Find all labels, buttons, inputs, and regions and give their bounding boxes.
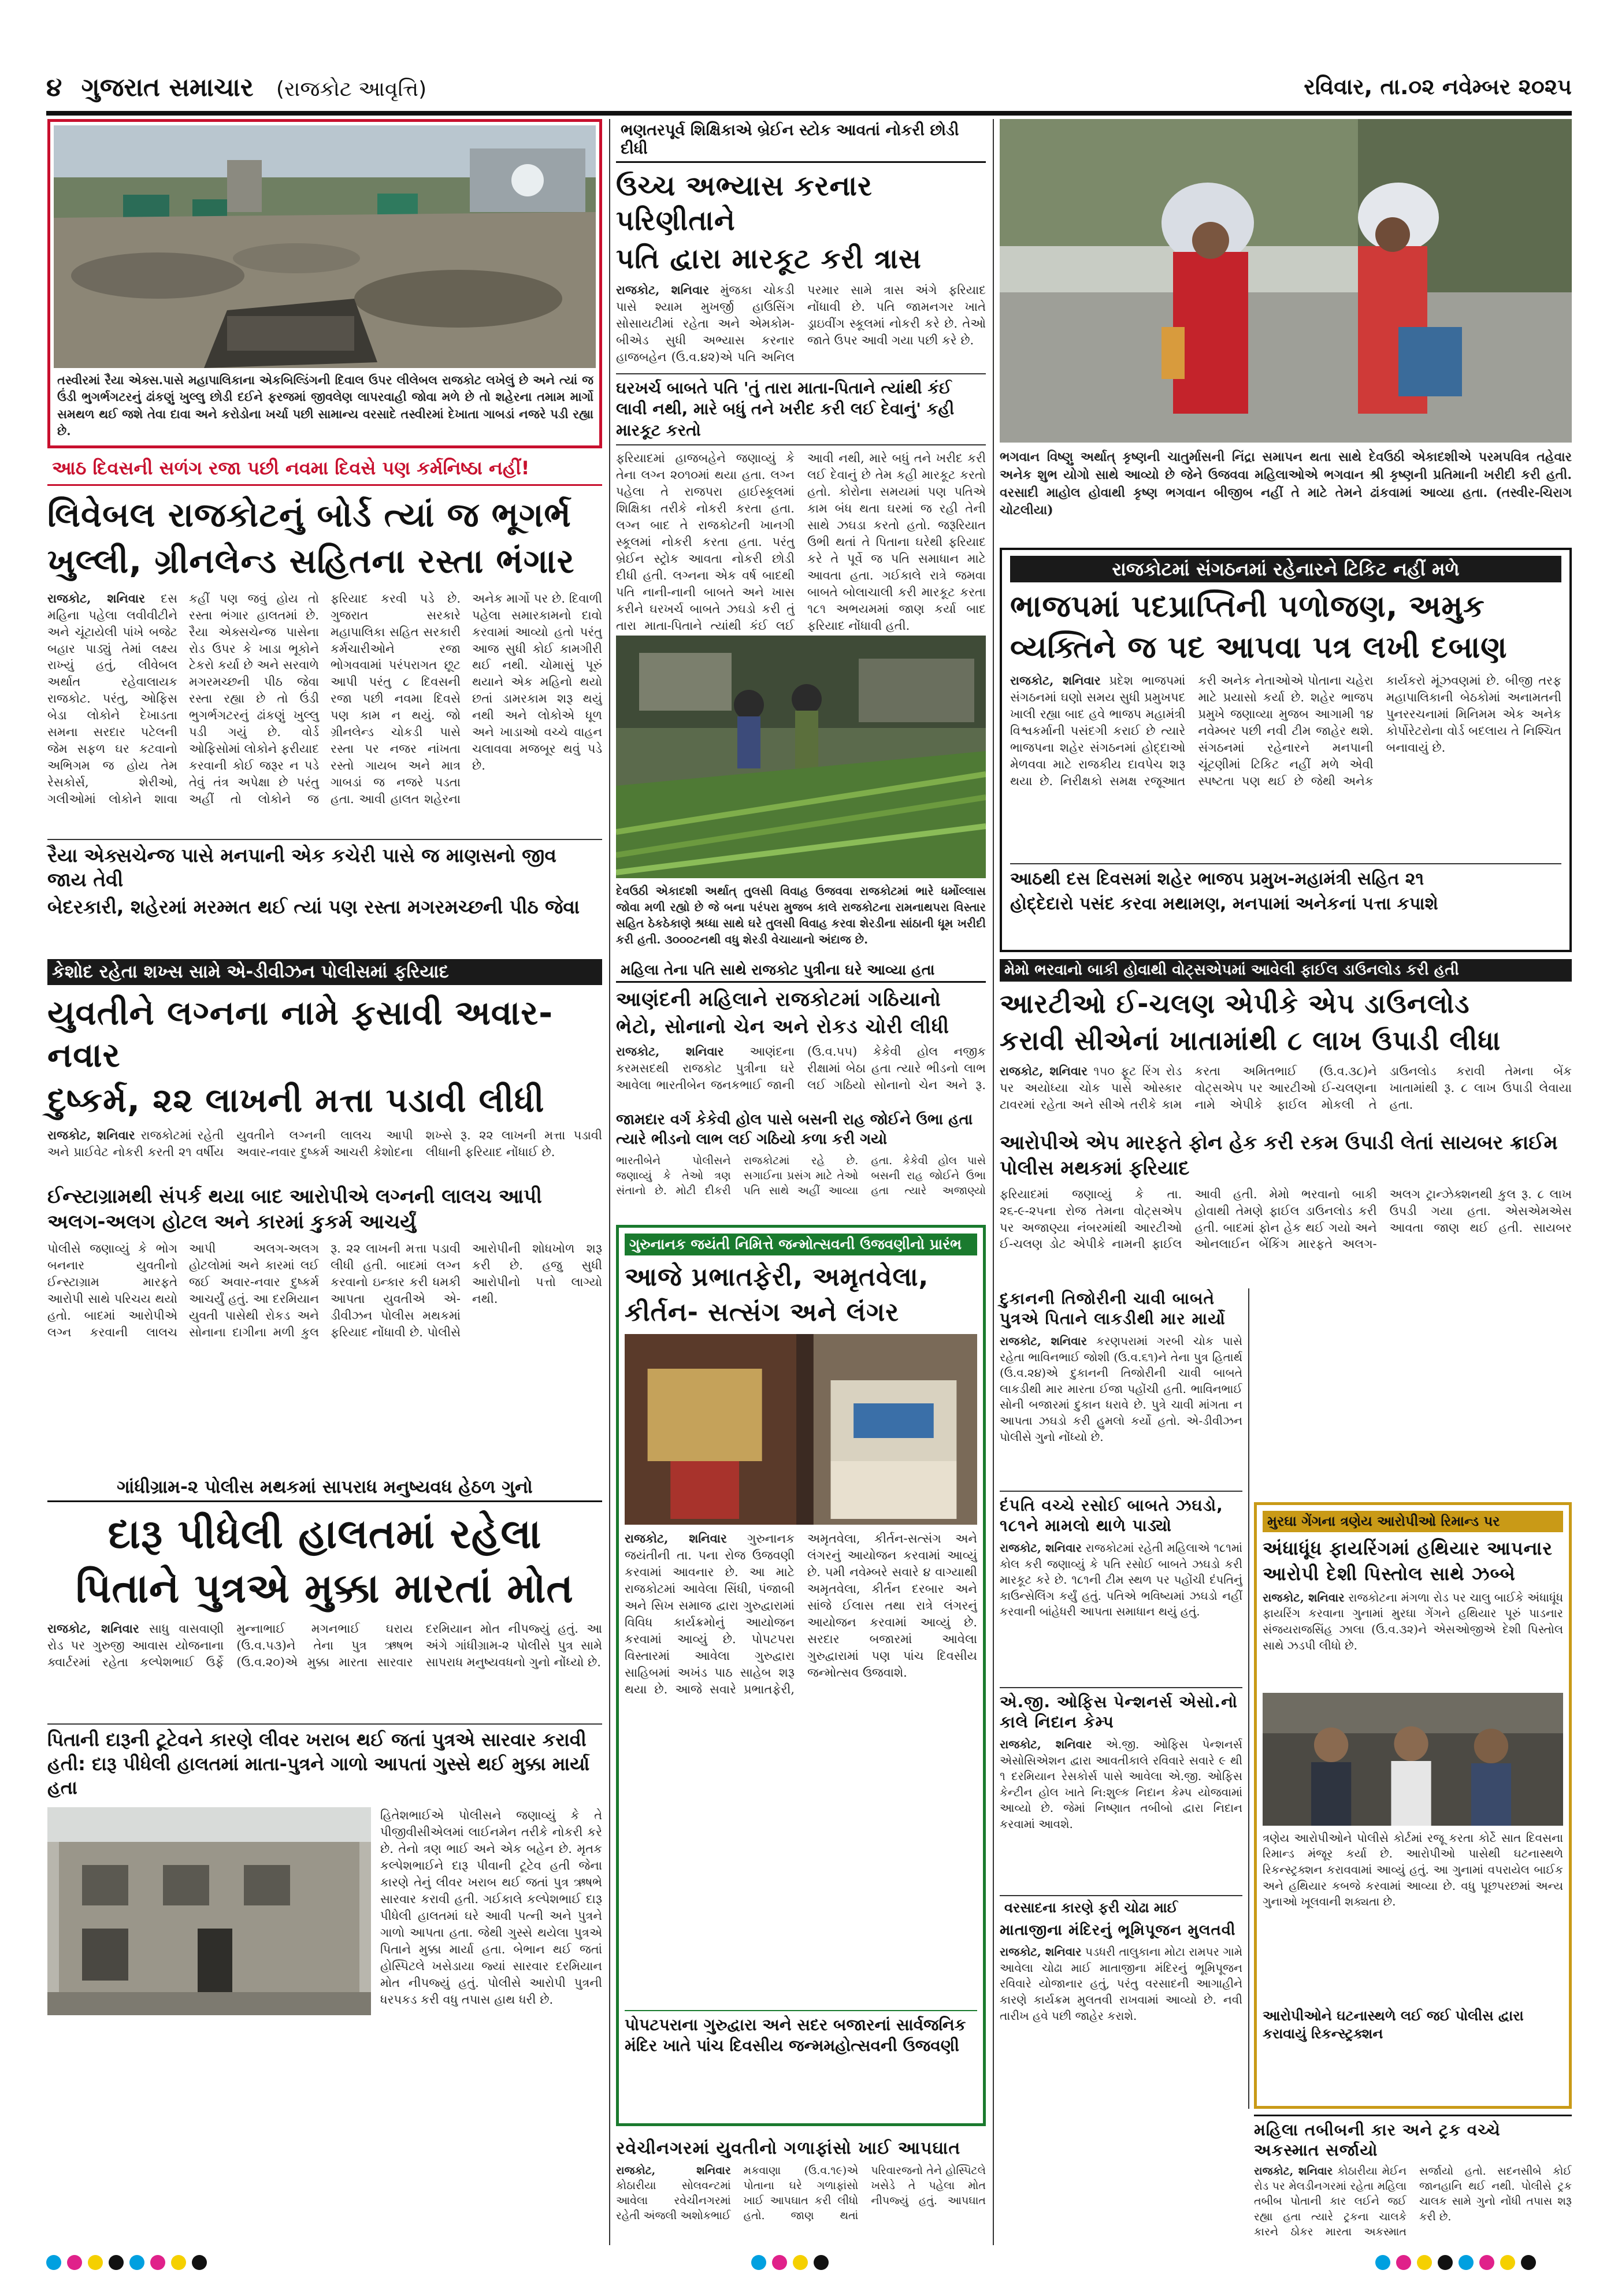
couple-dateline: રાજકોટ, શનિવાર	[1000, 1541, 1082, 1555]
accused-with-police-photo	[1263, 1693, 1563, 1826]
accident-body	[1254, 2164, 1572, 2250]
couple-body-text: રાજકોટમાં રહેતી મહિલાએ ૧૮૧માં કોલ કરી જણાવ્યું કે પતિ રસોઈ બાબતે ઝઘડો કરી મારકૂટ કરે છે. ૧૮૧ની ટીમ સ્થળ પર પહોંચી દંપતિનું કાઉન્સેલિંગ કર્યું હતું. પતિએ ભવિષ્યમાં ઝઘડો નહીં કરવાની બાંહેધરી આપતા સમાધાન થયું હતું.	[1000, 1541, 1242, 1619]
register-dot	[192, 2255, 207, 2270]
shopkey-dateline: રાજકોટ, શનિવાર	[1000, 1334, 1088, 1348]
fraud-subhead: ઈન્સ્ટાગ્રામથી સંપર્ક થયા બાદ આરોપીએ લગ્નની લાલચ આપી અલગ-અલગ હોટલ અને કારમાં કુકર્મ આચર્યું	[47, 1184, 542, 1234]
rto-headline-1: આરટીઓ ઈ-ચલણ એપીકે એપ ડાઉનલોડ	[1000, 988, 1470, 1020]
shopkey-headline: દુકાનની તિજોરીની ચાવી બાબતે પુત્રએ પિતાને લાકડીથી માર માર્યો	[1000, 1289, 1226, 1328]
issue-date: રવિવાર, તા.૦૨ નવેમ્બર ૨૦૨૫	[1304, 74, 1572, 99]
ag-body	[1000, 1737, 1242, 1870]
theft-body-1-text: આણંદના કરમસદથી રાજકોટ પુત્રીના ઘરે આવેલા ભારતીબેન જનકભાઈ જાની (ઉ.વ.૫૫) કેકેવી હોલ નજીક રીક્ષામાં બેઠા હતા ત્યારે ભીડનો લાભ લઈ ગઠિયો સોનાનો ચેન અને રૂ.	[616, 1045, 986, 1092]
story-temple-postponed	[1000, 1895, 1242, 2138]
death-body-1	[47, 1621, 602, 1719]
roads-deck-1: રૈયા એક્સચેન્જ પાસે મનપાની એક કચેરી પાસે જ માણસનો જીવ જાય તેવી	[47, 839, 602, 893]
register-dot	[88, 2255, 103, 2270]
death-kicker: ગાંધીગ્રામ-૨ પોલીસ મથકમાં સાપરાધ મનુષ્યવધ હેઠળ ગુનો	[47, 1474, 602, 1502]
fraud-body-1	[47, 1127, 602, 1179]
road-photo-caption: તસ્વીરમાં રૈયા એક્સ.પાસે મહાપાલિકાના એકબિલ્ડિંગની દિવાલ ઉપર લીલેબલ રાજકોટ લખેલું છે અને ત્યાં જ ઉંડી ભુગર્ભગટરનું ઢાંકણું ખુલ્લુ છોડી દઈને ફરજમાં જીવલેણ લાપરવાહી જોવા મળે છે તો શહેરના તમામ માર્ગો સમથળ થઈ જશે તેવા દાવા અને કરોડોના ખર્ચા પછી સામાન્ય વરસાદે તસ્વીરમાં દેખાતા ગાબડાં નજરે પડી રહ્યા છે.	[57, 373, 593, 439]
roads-deck-2: બેદરકારી, શહેરમાં મરમ્મત થઈ ત્યાં પણ રસ્તા મગરમચ્છની પીઠ જેવા	[47, 896, 580, 919]
register-dot	[109, 2255, 124, 2270]
edition-label: (રાજકોટ આવૃત્તિ)	[276, 77, 427, 101]
column-rule-3	[1248, 1288, 1249, 2109]
bjp-deck-1: આઠથી દસ દિવસમાં શહેર ભાજપ પ્રમુખ-મહામંત્રી સહિત ૨૧	[1010, 863, 1561, 890]
teacher-body-2: ફરિયાદમાં હાજબહેને જણાવ્યું કે તેના લગ્ન ૨૦૧૦માં થયા હતા. લગ્ન પહેલા તે રાજપરા હાઈસ્કૂલમાં શિક્ષિકા તરીકે નોકરી કરતા હતા. લગ્ન બાદ તે રાજકોટની ખાનગી સ્કૂલમાં નોકરી કરતા હતા. પરંતુ બ્રેઈન સ્ટ્રોક આવતા નોકરી છોડી દીધી હતી. લગ્નના એક વર્ષ બાદથી પતિ નાની-નાની બાબતે અને ખાસ કરીને ઘરખર્ચ બાબતે ઝઘડો કરી તું તારા માતા-પિતાને ત્યાંથી કંઈ લઈ આવી નથી, મારે બધું તને ખરીદ કરી લઈ દેવાનું છે તેમ કહી મારકૂટ કરતો હતો. કોરોના સમયમાં પણ પતિએ કામ બંધ થતા ઘરમાં જ રહી તેની સાથે ઝઘડા કરતો હતો. જરૂરિયાત ઉભી થતાં તે પિતાના ઘરેથી ફરિયાદ કરે તે પૂર્વે જ પતિ સમાધાન માટે આવતા હતા. ગઈકાલે રાત્રે જમવા બાબતે બોલાચાલી કરી મારકૂટ કરતા ૧૮૧ અભયમમાં જાણ કર્યા બાદ ફરિયાદ નોંધાવી હતી.	[616, 451, 986, 633]
gang-headline-2: આરોપી દેશી પિસ્તોલ સાથે ઝબ્બે	[1263, 1562, 1516, 1585]
death-dateline: રાજકોટ, શનિવાર	[47, 1621, 139, 1636]
roads-kicker: આઠ દિવસની સળંગ રજા પછી નવમા દિવસે પણ કર્મનિષ્ઠા નહીં!	[47, 454, 602, 486]
temple-kicker: વરસાદના કારણે ફરી ચોઢા માઈ	[1000, 1895, 1242, 1919]
devotees-caption: ભગવાન વિષ્ણુ અર્થાત્ કૃષ્ણની ચાતુર્માસની નિંદ્રા સમાપન થતા સાથે દેવઉઠી એકાદશીએ પરમપવિત્ર તહેવાર અનેક શુભ યોગો સાથે આવ્યો છે જેને ઉજવવા મહિલાઓએ ભગવાન શ્રી કૃષ્ણની પ્રતિમાની ખરીદી કરી હતી. વરસાદી માહોલ હોવાથી કૃષ્ણ ભગવાન બીજીબ નહીં તે માટે તેમને ઢાંકવામાં આવ્યા હતા. (તસ્વીર-ચિરાગ ચોટલીયા)	[1000, 449, 1572, 518]
story-ag-pensioners	[1000, 1687, 1242, 1889]
story-couple-dispute	[1000, 1491, 1242, 1681]
theft-headline-2: ભેટો, સોનાનો ચેન અને રોકડ ચોરી લીધી	[616, 1015, 949, 1038]
gang-body-1-text: રાજકોટના મંગળા રોડ પર ચાલુ બાઈકે અંધાધૂંધ ફાયરિંગ કરવાના ગુનામાં મુરઘા ગેંગને હથિયાર પૂરું પાડનાર સંજયરાજસિંહ ઝાલા (ઉ.વ.૩૨)ને એસઓજીએ દેશી પિસ્તોલ સાથે ઝડપી લીધો છે.	[1263, 1590, 1563, 1652]
story-bjp	[1000, 548, 1572, 952]
register-dot	[751, 2255, 766, 2270]
death-headline-2: પિતાને પુત્રએ મુક્કા મારતાં મોત	[76, 1564, 574, 1612]
teacher-body-1	[616, 282, 986, 369]
gurunanak-headline-1: આજે પ્રભાતફેરી, અમૃતવેલા,	[625, 1262, 929, 1292]
gang-deck: આરોપીઓને ઘટનાસ્થળે લઈ જઈ પોલીસ દ્વારા કરાવાયું રિકન્સ્ટ્રક્શન	[1263, 2007, 1524, 2042]
story-murgha-gang	[1254, 1502, 1572, 2109]
register-dot	[1521, 2255, 1536, 2270]
roads-headline-1: લિવેબલ રાજકોટનું બોર્ડ ત્યાં જ ભૂગર્ભ	[47, 495, 572, 534]
ag-dateline: રાજકોટ, શનિવાર	[1000, 1737, 1092, 1751]
story-gurunanak	[616, 1225, 986, 2126]
theft-body-2: ભારતીબેને પોલીસને જણાવ્યું કે તેઓ ત્રણ સંતાનો છે. મોટી દીકરી રાજકોટમાં રહે છે. સગાઈના પ્રસંગ માટે તેઓ પતિ સાથે અહીં આવ્યા હતા. કેકેવી હોલ પાસે બસની રાહ જોઈને ઉભા હતા ત્યારે અજાણ્યો	[616, 1154, 986, 1198]
bjp-dateline: રાજકોટ, શનિવાર	[1010, 673, 1101, 688]
gang-body-1	[1263, 1590, 1563, 1688]
teacher-kicker: ભણતરપૂર્વ શિક્ષિકાએ બ્રેઈન સ્ટોક આવતાં નોકરી છોડી દીધી	[616, 119, 986, 163]
couple-body	[1000, 1540, 1242, 1656]
fraud-body-1-text: રાજકોટમાં રહેતી અને પ્રાઈવેટ નોકરી કરતી ૨૧ વર્ષીય યુવતીને લગ્નની લાલચ આપી અવાર-નવાર દુષ્કર્મ આચરી કેશોદના શખ્સે રૂ. ૨૨ લાખની મત્તા પડાવી લીધાની ફરિયાદ નોંધાઈ છે.	[47, 1128, 602, 1159]
register-dot	[129, 2255, 144, 2270]
register-dot	[814, 2255, 829, 2270]
register-dot	[150, 2255, 165, 2270]
story-teacher-harassment	[616, 119, 986, 639]
suicide-body	[616, 2163, 986, 2232]
story-roads	[47, 454, 602, 951]
story-chain-theft	[616, 959, 986, 1219]
roads-body	[47, 590, 602, 833]
register-dot	[46, 2255, 61, 2270]
bjp-body-text: પ્રદેશ ભાજપમાં સંગઠનમાં ઘણો સમય સુધી પ્રમુખપદ ખાલી રહ્યા બાદ હવે ભાજપ મહામંત્રી વિશ્વકર્માની પસંદગી કરાઈ છે ત્યારે ભાજપના શહેર સંગઠનમાં હોદ્દાઓ મેળવવા માટે રાજકીય દાવપેચ શરૂ થયા છે. નિરીક્ષકો સમક્ષ રજૂઆત કરી અનેક નેતાઓએ પોતાના ચહેરા માટે પ્રયાસો કર્યા છે. શહેર ભાજપ પ્રમુખે જણાવ્યા મુજબ આગામી ૧૪ નવેમ્બર પછી નવી ટીમ જાહેર થશે. સંગઠનમાં રહેનારને મનપાની ચૂંટણીમાં ટિકિટ નહીં મળે એવી સ્પષ્ટતા પણ થઈ છે જેથી અનેક કાર્યકરો મૂંઝવણમાં છે. બીજી તરફ મહાપાલિકાની બેઠકોમાં અનામતની પુનરરચનામાં મિનિમમ એક અનેક કોર્પોરેટરોના વોર્ડ બદલાય તે નિશ્ચિત બનાવાયું છે.	[1010, 674, 1561, 789]
theft-dateline: રાજકોટ, શનિવાર	[616, 1044, 724, 1058]
bjp-deck-2: હોદ્દેદારો પસંદ કરવા મથામણ, મનપામાં અનેકનાં પત્તા કપાશે	[1010, 894, 1438, 915]
paper-name: ગુજરાત સમાચાર	[81, 73, 254, 102]
shopkey-body	[1000, 1333, 1242, 1461]
register-dot	[1375, 2255, 1390, 2270]
gang-kicker: મુરઘા ગેંગના ત્રણેય આરોપીઓ રિમાન્ડ પર	[1263, 1511, 1563, 1532]
suicide-headline: રવેચીનગરમાં યુવતીનો ગળાફાંસો ખાઈ આપઘાત	[616, 2138, 961, 2158]
story-shop-key	[1000, 1288, 1242, 1485]
story-suicide	[616, 2138, 986, 2247]
register-dot	[1459, 2255, 1474, 2270]
rto-kicker: મેમો ભરવાનો બાકી હોવાથી વોટ્સએપમાં આવેલી ફાઈલ ડાઉનલોડ કરી હતી	[1000, 959, 1572, 982]
story-accident	[1254, 2115, 1572, 2247]
gurunanak-deck: પોપટપરાના ગુરુદ્વારા અને સદર બજારનાં સાર્વજનિક મંદિર ખાતે પાંચ દિવસીય જન્મમહોત્સવની ઉજવણી	[625, 2010, 977, 2057]
fraud-dateline: રાજકોટ, શનિવાર	[47, 1127, 135, 1142]
shopkey-body-text: કરણપરામાં ગરબી ચોક પાસે રહેતા ભાવિનભાઈ જોશી (ઉ.વ.૬૧)ને તેના પુત્ર હિતાર્થ (ઉ.વ.૨૪)એ દુકાનની તિજોરીની ચાવી બાબતે લાકડીથી માર મારતા ઈજા પહોંચી હતી. ભાવિનભાઈ સોની બજારમાં દુકાન ધરાવે છે. પુત્રે ચાવી માંગતા ન આપતા ઝઘડો કરી હુમલો કર્યો હતો. એ-ડીવીઝન પોલીસે ગુનો નોંધ્યો છે.	[1000, 1334, 1242, 1444]
teacher-dateline: રાજકોટ, શનિવાર	[616, 282, 710, 297]
death-subhead: પિતાની દારૂની ટૂટેવને કારણે લીવર ખરાબ થઈ જતાં પુત્રએ સારવાર કરાવી હતી: દારૂ પીધેલી હાલતમાં માતા-પુત્રને ગાળો આપતાં ગુસ્સે થઈ મુક્કા માર્યા હતા	[47, 1723, 602, 1800]
death-body-2: હિતેશભાઈએ પોલીસને જણાવ્યું કે તે પીજીવીસીએલમાં લાઈનમેન તરીકે નોકરી કરે છે. તેનો ત્રણ ભાઈ અને એક બહેન છે. મૃતક કલ્પેશભાઈને દારૂ પીવાની ટૂટેવ હતી જેના કારણે તેનું લીવર ખરાબ થઈ જતાં પુત્ર ઋષભે સારવાર કરાવી હતી. ગઈકાલે કલ્પેશભાઈ દારૂ પીધેલી હાલતમાં ઘરે આવી પત્ની અને પુત્રને ગાળો આપતા હતા. જેથી ગુસ્સે થયેલા પુત્રએ પિતાને મુક્કા માર્યા હતા. બેભાન થઈ જતાં હોસ્પિટલે ખસેડાયા જ્યાં સારવાર દરમિયાન મોત નીપજ્યું હતું. પોલીસે આરોપી પુત્રની ધરપકડ કરી વધુ તપાસ હાથ ધરી છે.	[380, 1808, 602, 2007]
temple-body-text: પડધરી તાલુકાના મોટા રામપર ગામે આવેલા ચોઢા માઈ માતાજીના મંદિરનું ભૂમિપૂજન રવિવારે યોજાનાર હતું, પરંતુ વરસાદની આગાહીને કારણે કાર્યક્રમ મુલતવી રાખવામાં આવ્યો છે. નવી તારીખ હવે પછી જાહેર કરાશે.	[1000, 1945, 1242, 2023]
bjp-headline-2: વ્યક્તિને જ પદ આપવા પત્ર લખી દબાણ	[1010, 630, 1508, 666]
rto-body-2: ફરિયાદમાં જણાવ્યું કે તા. ૨૬-૯-૨૫ના રોજ તેમના વોટ્સએપ પર અજાણ્યા નંબરમાંથી આરટીઓ ઈ-ચલણ ડોટ એપીકે નામની ફાઈલ આવી હતી. મેમો ભરવાનો બાકી હોવાથી તેમણે ફાઈલ ડાઉનલોડ કરી હતી. બાદમાં ફોન હેક થઈ ગયો અને ઓનલાઈન બેંકિંગ મારફતે અલગ-અલગ ટ્રાન્ઝેક્શનથી કુલ રૂ. ૮ લાખ ઉપડી ગયા હતા. એસએમએસ આવતા જાણ થઈ હતી. સાયબર	[1000, 1187, 1572, 1251]
register-dot	[1396, 2255, 1411, 2270]
gang-body-2: ત્રણેય આરોપીઓને પોલીસે કોર્ટમાં રજૂ કરતા કોર્ટે સાત દિવસના રિમાન્ડ મંજૂર કર્યા છે. આરોપીઓ પાસેથી ઘટનાસ્થળે રિકન્સ્ટ્રક્શન કરાવવામાં આવ્યું હતું. આ ગુનામાં વપરાયેલ બાઈક અને હથિયાર કબજે કરવામાં આવ્યા છે. વધુ પૂછપરછમાં અન્ય ગુનાઓ ખૂલવાની શક્યતા છે.	[1263, 1830, 1563, 1909]
ag-headline: એ.જી. ઓફિસ પેન્શનર્સ એસો.નો કાલે નિદાન કેમ્પ	[1000, 1687, 1242, 1732]
masthead-rule	[46, 111, 1572, 116]
register-dot	[171, 2255, 186, 2270]
temple-dateline: રાજકોટ, શનિવાર	[1000, 1945, 1082, 1959]
bjp-headline-1: ભાજપમાં પદપ્રાપ્તિની પળોજણ, અમુક	[1010, 589, 1485, 625]
masthead-left	[46, 73, 426, 102]
death-body-1-text: સાધુ વાસવાણી રોડ પર ગુરુજી આવાસ યોજનાના ક્વાર્ટરમાં રહેતા કલ્પેશભાઈ ઉર્ફે મુન્નાભાઈ મગનભાઈ ઘરાય (ઉ.વ.૫૩)ને તેના પુત્ર ઋષભ (ઉ.વ.૨૦)એ મુક્કા મારતા સારવાર દરમિયાન મોત નીપજ્યું હતું. આ અંગે ગાંધીગ્રામ-૨ પોલીસે પુત્ર સામે સાપરાધ મનુષ્યવધનો ગુનો નોંધ્યો છે.	[47, 1622, 602, 1670]
teacher-headline-1: ઉચ્ચ અભ્યાસ કરનાર પરિણીતાને	[616, 169, 873, 237]
couple-headline: દંપતિ વચ્ચે રસોઈ બાબતે ઝઘડો, ૧૮૧ને મામલો થાળે પાડ્યો	[1000, 1491, 1242, 1536]
road-potholes-photo	[54, 125, 596, 368]
roads-body-text: દસ મહિના પહેલા લવીવીટીને અને ચૂંટાયેલી પાંખે બજેટ બહાર પાડ્યું તેમાં લક્ષ્ય રાખ્યું હતું, લીવેબલ અર્થાત રહેવાલાયક રાજકોટ. પરંતુ, ઓફિસ બેડા લોકોને દેખાડતા સમના સરદાર પટેલની જેમ સફળ ઘર કટવાનો અભિગમ જ હોય તેમ રેસકોર્સ, શેરીઓ, ગલીઓમાં લોકોને શાવા કહીં પણ જવું હોય તો રસ્તા ભંગાર હાલતમાં છે. રૈયા એક્સચેન્જ પાસેના રોડ ઉપર કે ખાડા ભૂકોને ટેકરો કર્યા છે અને સરવાળે મગરમચ્છની પીઠ જેવા રસ્તા રહ્યા છે તો ઉંડી ભુગર્ભગટરનું ઢાંકણું ખુલ્લુ પડી ગયું છે. વોર્ડ ઓફિસોમાં લોકોને ફરીયાદ કરવાની કોઈ જરૂર ન પડે તેવું તંત્ર અપેક્ષા છે પરંતુ અહીં તો લોકોને જ ફરિયાદ કરવી પડે છે. ગુજરાત સરકારે મહાપાલિકા સહિત સરકારી કર્મચારીઓને રજા ભોગવવામાં પરંપરાગત છૂટ આપી પરંતુ ૮ દિવસની રજા પછી નવમા દિવસે પણ કામ ન થયું. જો ગ્રીનલેન્ડ ચોકડી પાસે રસ્તા પર નજર નાંખતા રસ્તો ગાયબ અને માત્ર ગાબડાં જ નજરે પડતા હતા. આવી હાલત શહેરના અનેક માર્ગો પર છે. દિવાળી પહેલા સમારકામનો દાવો કરવામાં આવ્યો હતો પરંતુ આજ સુધી કોઈ કામગીરી થઈ નથી. ચોમાસું પૂરું થયાને એક મહિનો થયો છતાં ડામરકામ શરૂ થયું નથી અને લોકોએ ધૂળ અને ખાડાઓ વચ્ચે વાહન ચલાવવા મજબૂર થવું પડે છે.	[47, 591, 602, 807]
column-rule-2	[993, 119, 994, 2245]
story-sugarcane-photo	[616, 636, 986, 953]
rto-body-1	[1000, 1063, 1572, 1127]
gurunanak-body-text: ગુરુનાનક જયંતીની તા. પના રોજ ઉજવણી કરવામાં આવનાર છે. આ માટે રાજકોટમાં આવેલા સિંધી, પંજાબી અને સિખ સમાજ દ્વારા ગુરુદ્વારામાં વિવિધ કાર્યક્રમોનું આયોજન કરવામાં આવ્યું છે. પોપટપરા વિસ્તારમાં આવેલા ગુરુદ્વારા સાહિબમાં અખંડ પાઠ સાહેબ શરૂ થયા છે. આજે સવારે પ્રભાતફેરી, અમૃતવેલા, કીર્તન-સત્સંગ અને લંગરનું આયોજન કરવામાં આવ્યું છે. ૫મી નવેમ્બરે સવારે ૪ વાગ્યાથી અમૃતવેલા, કીર્તન દરબાર અને સાંજે ઈલાસ તથા રાત્રે લંગરનું આયોજન કરવામાં આવ્યું છે. સરદાર બજારમાં આવેલા ગુરુદ્વારામાં પણ પાંચ દિવસીય જન્મોત્સવ ઉજવાશે.	[625, 1532, 977, 1696]
story-father-death	[47, 1474, 602, 2243]
story-roads-photo-box	[47, 119, 602, 448]
fraud-kicker: કેશોદ રહેતા શખ્સ સામે એ-ડીવીઝન પોલીસમાં ફરિયાદ	[47, 959, 602, 985]
register-marks-right	[1375, 2253, 1536, 2272]
rto-dateline: રાજકોટ, શનિવાર	[1000, 1064, 1088, 1079]
gang-headline-1: અંધાધૂંધ ફાયરિંગમાં હથિયાર આપનાર	[1263, 1537, 1553, 1559]
theft-body-1	[616, 1043, 986, 1107]
theft-subhead: જામદાર વર્ગ કેકેવી હોલ પાસે બસની રાહ જોઈને ઉભા હતા ત્યારે ભીડનો લાભ લઈ ગઠિયો કળા કરી ગયો	[616, 1111, 973, 1148]
accident-body-text: કોઠારીયા મેઈન રોડ પર મેલડીનગરમાં રહેતા મહિલા તબીબ પોતાની કાર લઈને જઈ રહ્યા હતા ત્યારે ટ્રકના ચાલકે કારને ઠોકર મારતા અકસ્માત સર્જાયો હતો. સદનસીબે કોઈ જાનહાનિ થઈ નથી. પોલીસે ટ્રક ચાલક સામે ગુનો નોંધી તપાસ શરૂ કરી છે.	[1254, 2165, 1572, 2238]
register-dot	[1438, 2255, 1453, 2270]
register-dot	[1479, 2255, 1494, 2270]
gurunanak-headline-2: કીર્તન- સત્સંગ અને લંગર	[625, 1298, 899, 1327]
bjp-body	[1010, 673, 1561, 857]
story-rto-echallan	[1000, 959, 1572, 1283]
death-headline-1: દારૂ પીધેલી હાલતમાં રહેલા	[107, 1510, 542, 1558]
gurudwara-interior-photo	[625, 1334, 977, 1525]
rto-body-1-text: ૧૫૦ ફૂટ રિંગ રોડ પર અયોધ્યા ચોક પાસે ઓસ્કાર ટાવરમાં રહેતા અને સીએ તરીકે કામ કરતા અમિતભાઈ (ઉ.વ.૩૮)ને વોટ્સએપ પર આરટીઓ ઈ-ચલણના નામે એપીકે ફાઈલ મોકલી તે ડાઉનલોડ કરાવી તેમના બેંક ખાતામાંથી રૂ. ૮ લાખ ઉપાડી લેવાયા હતા.	[1000, 1064, 1572, 1112]
story-devotees-photo	[1000, 119, 1572, 541]
sugarcane-caption: દેવઉઠી એકાદશી અર્થાત્ તુલસી વિવાહ ઉજવવા રાજકોટમાં ભારે ધર્મોલ્લાસ જોવા મળી રહ્યો છે જે બના પરંપરા મુજબ કાલે રાજકોટના રામનાથપરા વિસ્તાર સહિત ઠેકઠેકાણે શ્રધ્ધા સાથે ઘરે તુલસી વિવાહ કરવા શેરડીના સાંઠાની ધૂમ ખરીદી કરી હતી. ૩૦૦૦ટનથી વધુ શેરડી વેચાયાનો અંદાજ છે.	[616, 884, 986, 946]
rto-subhead: આરોપીએ એપ મારફતે ફોન હેક કરી રકમ ઉપાડી લેતાં સાયબર ક્રાઈમ પોલીસ મથકમાં ફરિયાદ	[1000, 1131, 1558, 1180]
register-dot	[1417, 2255, 1432, 2270]
temple-headline: માતાજીના મંદિરનું ભૂમિપૂજન મુલતવી	[1000, 1921, 1236, 1939]
theft-kicker: મહિલા તેના પતિ સાથે રાજકોટ પુત્રીના ઘરે આવ્યા હતા	[616, 959, 986, 983]
accident-dateline: રાજકોટ, શનિવાર	[1254, 2165, 1333, 2178]
roads-dateline: રાજકોટ, શનિવાર	[47, 590, 146, 605]
fraud-body-2: પોલીસે જણાવ્યું કે ભોગ બનનાર યુવતીનો ઈન્સ્ટાગ્રામ મારફતે આરોપી સાથે પરિચય થયો હતો. બાદમાં આરોપીએ લગ્ન કરવાની લાલચ આપી અલગ-અલગ હોટલોમાં અને કારમાં લઈ જઈ અવાર-નવાર દુષ્કર્મ આચર્યું હતું. આ દરમિયાન યુવતી પાસેથી રોકડ અને સોનાના દાગીના મળી કુલ રૂ. ૨૨ લાખની મત્તા પડાવી લીધી હતી. બાદમાં લગ્ન કરવાનો ઇન્કાર કરી ધમકી આપતા યુવતીએ એ-ડીવીઝન પોલીસ મથકમાં ફરિયાદ નોંધાવી છે. પોલીસે આરોપીની શોધખોળ શરૂ કરી છે. હજુ સુધી આરોપીનો પત્તો લાગ્યો નથી.	[47, 1242, 602, 1339]
accident-headline: મહિલા તબીબની કાર અને ટ્રક વચ્ચે અકસ્માત સર્જાયો	[1254, 2115, 1572, 2160]
teacher-headline-2: પતિ દ્વારા મારકૂટ કરી ત્રાસ	[616, 242, 922, 275]
temple-body	[1000, 1944, 1242, 2117]
ag-body-text: એ.જી. ઓફિસ પેન્શનર્સ એસોસિએશન દ્વારા આવતીકાલે રવિવારે સવારે ૯ થી ૧ દરમિયાન રેસકોર્સ પાસે આવેલા એ.જી. ઓફિસ કેન્ટીન હોલ ખાતે નિ:શુલ્ક નિદાન કેમ્પ યોજવામાં આવ્યો છે. જેમાં નિષ્ણાત તબીબો દ્વારા નિદાન કરવામાં આવશે.	[1000, 1737, 1242, 1831]
rto-headline-2: કરાવી સીએનાં ખાતામાંથી ૮ લાખ ઉપાડી લીધા	[1000, 1024, 1501, 1056]
story-marriage-fraud	[47, 959, 602, 1479]
fraud-headline-1: યુવતીને લગ્નના નામે ફસાવી અવાર-નવાર	[47, 993, 554, 1075]
suicide-body-text: કોઠારીયા સોલવન્ટમાં આવેલા રવેચીનગરમાં રહેતી અંજલી અશોકભાઈ મકવાણા (ઉ.વ.૧૯)એ પોતાના ઘરે ગળાફાંસો ખાઈ આપઘાત કરી લીધો હતો. જાણ થતાં પરિવારજનો તેને હોસ્પિટલે ખસેડે તે પહેલા મોત નીપજ્યું હતું. આપઘાત	[616, 2164, 986, 2223]
gurunanak-dateline: રાજકોટ, શનિવાર	[625, 1531, 727, 1545]
masthead	[46, 69, 1572, 111]
sugarcane-market-photo	[616, 636, 986, 878]
roads-headline-2: ખુલ્લી, ગ્રીનલેન્ડ સહિતના રસ્તા ભંગાર	[47, 541, 575, 581]
teacher-subhead: ઘરખર્ચ બાબતે પતિ 'તું તારા માતા-પિતાને ત્યાંથી કંઈ લાવી નથી, મારે બધું તને ખરીદ કરી લઈ દેવાનું' કહી મારકૂટ કરતો	[616, 373, 986, 445]
bjp-kicker: રાજકોટમાં સંગઠનમાં રહેનારને ટિકિટ નહીં મળે	[1010, 556, 1561, 582]
gurunanak-kicker: ગુરુનાનક જયંતી નિમિત્તે જન્મોત્સવની ઉજવણીનો પ્રારંભ	[625, 1234, 977, 1255]
fraud-headline-2: દુષ્કર્મ, ૨૨ લાખની મત્તા પડાવી લીધી	[47, 1080, 545, 1120]
register-dot	[772, 2255, 787, 2270]
devotees-with-idols-photo	[1000, 119, 1572, 443]
theft-headline-1: આણંદની મહિલાને રાજકોટમાં ગઠિયાનો	[616, 988, 941, 1011]
register-dot	[67, 2255, 82, 2270]
register-marks-left	[46, 2253, 207, 2272]
gurunanak-body	[625, 1530, 977, 2004]
teacher-body-1-text: મુંજકા ચોકડી પાસે શ્યામ મુખર્જી હાઉસિંગ સોસાયટીમાં રહેતા અને એમકોમ-બીએડ સુધી અભ્યાસ કરનાર હાજબહેન (ઉ.વ.૪૨)એ પતિ અનિલ પરમાર સામે ત્રાસ અંગે ફરિયાદ નોંધાવી છે. પતિ જામનગર ખાતે ડ્રાઇવીંગ સ્કૂલમાં નોકરી કરે છે. તેઓ જાતે ઉપર આવી ગયા પછી કરે છે.	[616, 283, 986, 364]
suicide-dateline: રાજકોટ, શનિવાર	[616, 2164, 731, 2177]
column-rule-1	[609, 119, 610, 2245]
housing-quarters-photo	[47, 1807, 371, 2015]
register-marks-center	[751, 2253, 829, 2272]
gang-dateline: રાજકોટ, શનિવાર	[1263, 1590, 1345, 1604]
register-dot	[793, 2255, 808, 2270]
register-dot	[1500, 2255, 1515, 2270]
page-number: ૪	[46, 73, 62, 102]
